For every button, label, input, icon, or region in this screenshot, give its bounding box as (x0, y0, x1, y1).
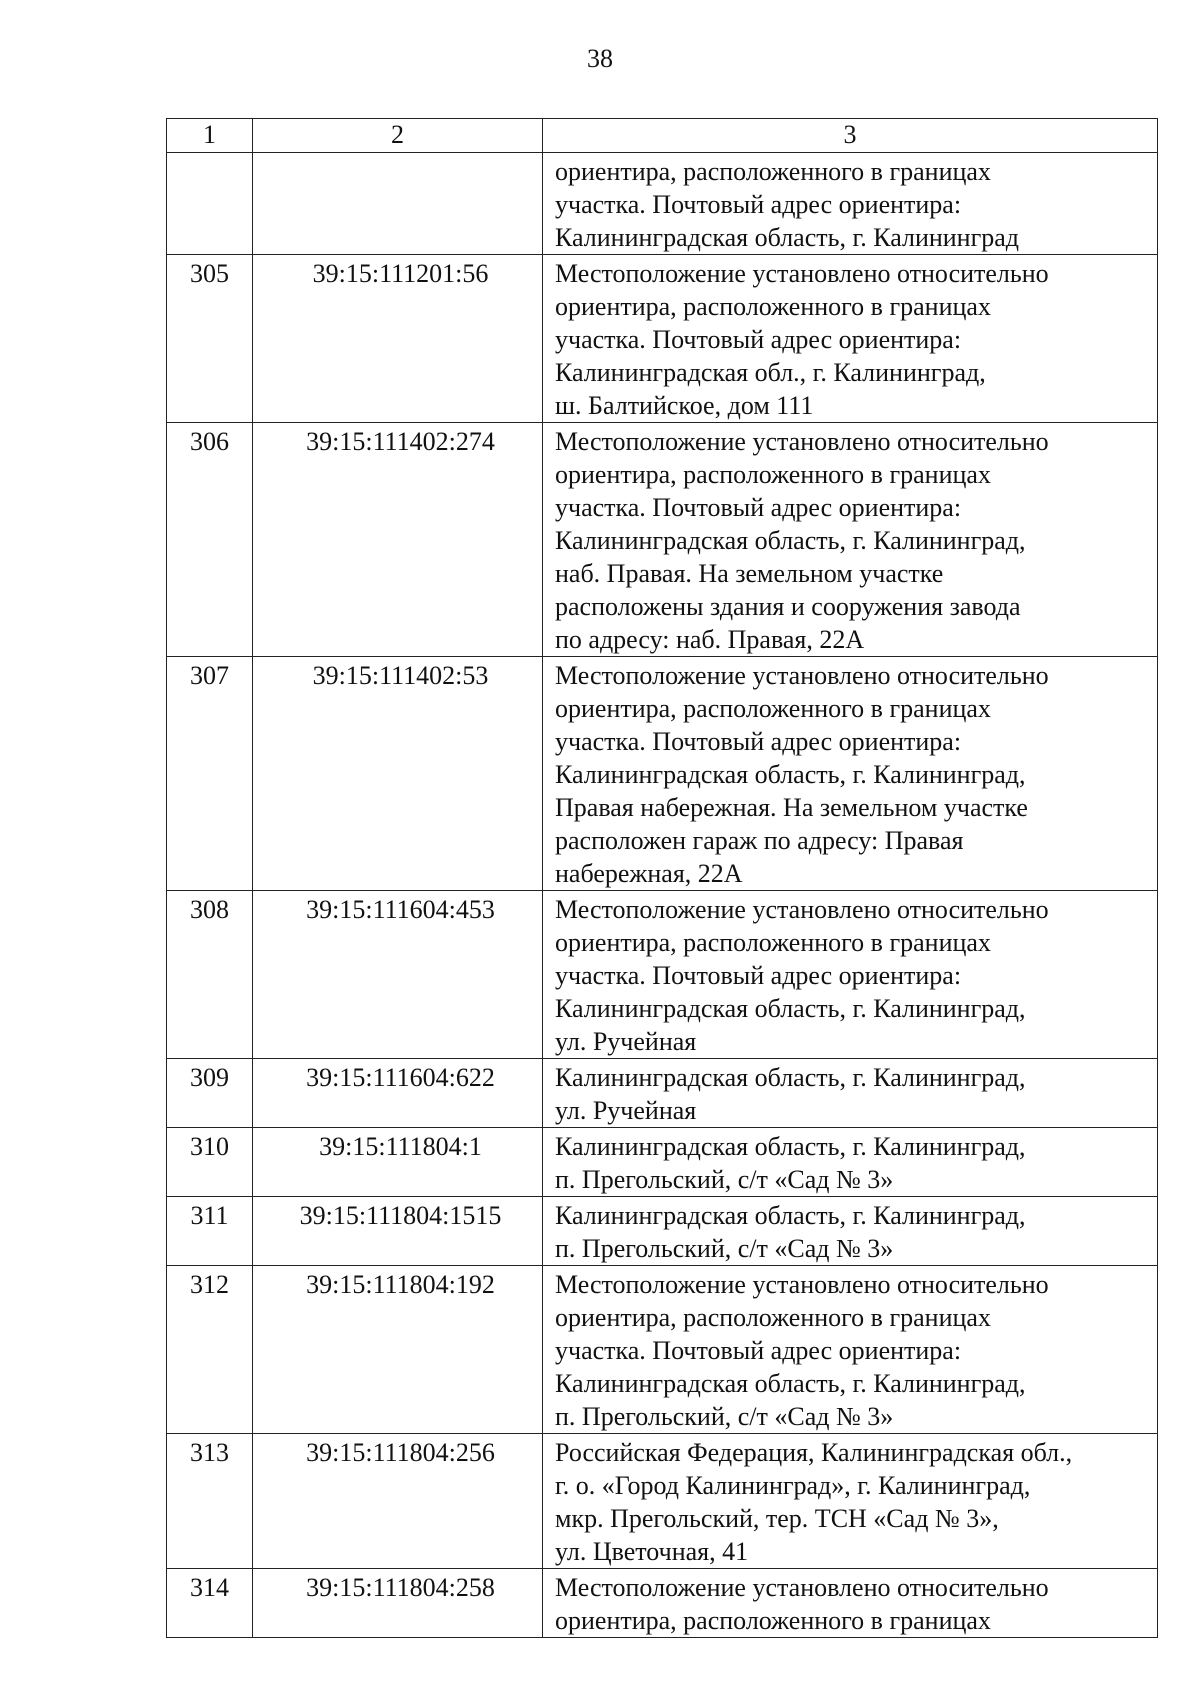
cadastral-number: 39:15:111804:192 (253, 1266, 543, 1434)
table-row (167, 891, 1158, 1059)
header-col-3: 3 (543, 119, 1158, 153)
table-row (167, 657, 1158, 891)
cadastral-number: 39:15:111804:1 (253, 1128, 543, 1197)
table-row (167, 1434, 1158, 1569)
page-number: 38 (587, 44, 613, 73)
row-number: 311 (167, 1197, 253, 1266)
table-row (167, 255, 1158, 423)
location-description: Местоположение установлено относительно ориентира, расположенного в границах участка. Почтовый адрес ориентира: Калининградская обл., г. Калининград, ш. Балтийское, дом 111 (543, 255, 1158, 423)
table-row (167, 1266, 1158, 1434)
cadastral-number: 39:15:111604:453 (253, 891, 543, 1059)
location-description: Местоположение установлено относительно ориентира, расположенного в границах участка. Почтовый адрес ориентира: Калининградская область, г. Калининград, наб. Правая. На земельном участке расположены здания и сооружения завода по адресу: наб. Правая, 22А (543, 423, 1158, 657)
table-row (167, 1569, 1158, 1638)
table-header-row (167, 119, 1158, 153)
table-row (167, 423, 1158, 657)
location-description: Местоположение установлено относительно ориентира, расположенного в границах (543, 1569, 1158, 1638)
row-number: 306 (167, 423, 253, 657)
location-description: Местоположение установлено относительно ориентира, расположенного в границах участка. Почтовый адрес ориентира: Калининградская область, г. Калининград, Правая набережная. На земельном участке расположен гараж по адресу: Правая набережная, 22А (543, 657, 1158, 891)
location-description: Калининградская область, г. Калининград, п. Прегольский, с/т «Сад № 3» (543, 1197, 1158, 1266)
location-description: ориентира, расположенного в границах участка. Почтовый адрес ориентира: Калининградская область, г. Калининград (543, 153, 1158, 255)
location-description: Российская Федерация, Калининградская обл., г. о. «Город Калининград», г. Калининград, мкр. Прегольский, тер. ТСН «Сад № 3», ул. Цветочная, 41 (543, 1434, 1158, 1569)
row-number: 312 (167, 1266, 253, 1434)
cadastral-number (253, 153, 543, 255)
row-number: 310 (167, 1128, 253, 1197)
row-number: 305 (167, 255, 253, 423)
table-row (167, 1059, 1158, 1128)
location-description: Местоположение установлено относительно ориентира, расположенного в границах участка. Почтовый адрес ориентира: Калининградская область, г. Калининград, п. Прегольский, с/т «Сад № 3» (543, 1266, 1158, 1434)
location-description: Местоположение установлено относительно ориентира, расположенного в границах участка. Почтовый адрес ориентира: Калининградская область, г. Калининград, ул. Ручейная (543, 891, 1158, 1059)
row-number: 313 (167, 1434, 253, 1569)
cadastral-number: 39:15:111402:53 (253, 657, 543, 891)
cadastral-number: 39:15:111402:274 (253, 423, 543, 657)
cadastral-number: 39:15:111804:256 (253, 1434, 543, 1569)
cadastral-number: 39:15:111201:56 (253, 255, 543, 423)
row-number: 307 (167, 657, 253, 891)
header-col-1: 1 (167, 119, 253, 153)
row-number: 314 (167, 1569, 253, 1638)
row-number (167, 153, 253, 255)
cadastral-number: 39:15:111604:622 (253, 1059, 543, 1128)
cadastral-number: 39:15:111804:1515 (253, 1197, 543, 1266)
table-row (167, 1128, 1158, 1197)
cadastral-number: 39:15:111804:258 (253, 1569, 543, 1638)
row-number: 309 (167, 1059, 253, 1128)
table-row (167, 153, 1158, 255)
registry-table (166, 118, 1158, 1638)
row-number: 308 (167, 891, 253, 1059)
location-description: Калининградская область, г. Калининград, ул. Ручейная (543, 1059, 1158, 1128)
location-description: Калининградская область, г. Калининград, п. Прегольский, с/т «Сад № 3» (543, 1128, 1158, 1197)
header-col-2: 2 (253, 119, 543, 153)
table-row (167, 1197, 1158, 1266)
